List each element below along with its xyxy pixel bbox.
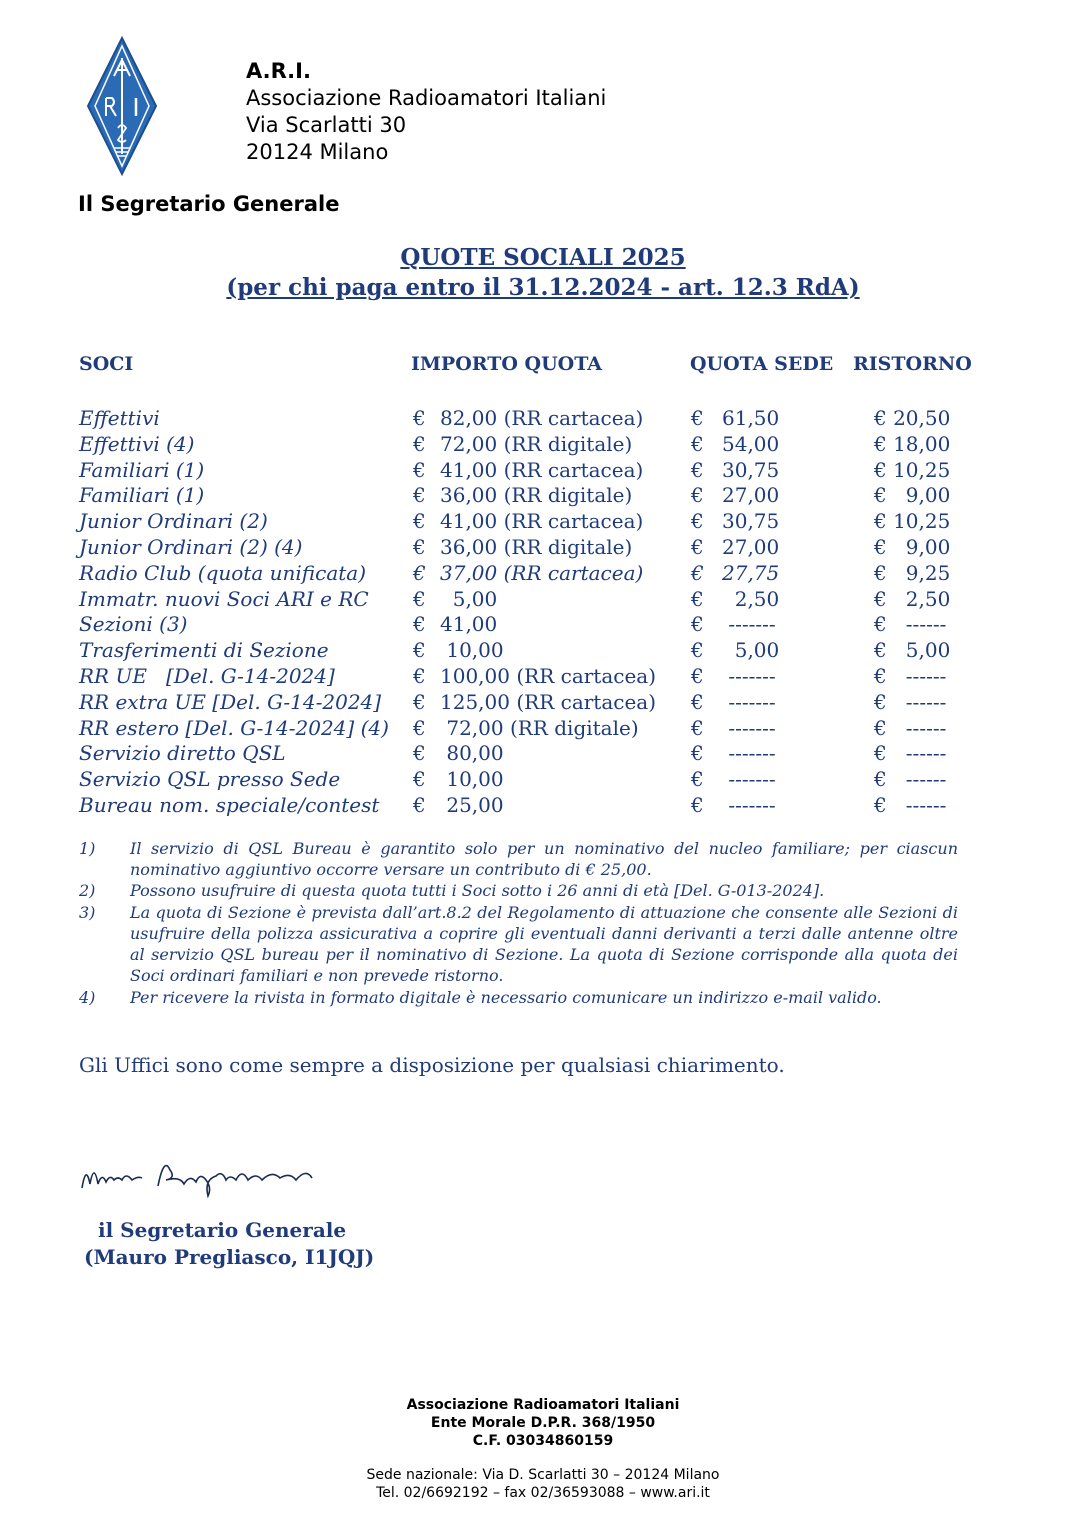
footer-org: Associazione Radioamatori Italiani xyxy=(406,1397,680,1413)
refund-amount: € 9,25 xyxy=(874,560,951,585)
fee-amount: 125,00 (RR cartacea) xyxy=(440,689,657,714)
currency-symbol: € xyxy=(413,638,426,663)
fee-amount: 72,00 (RR digitale) xyxy=(440,715,639,740)
currency-symbol: € xyxy=(413,689,426,714)
currency-symbol: € xyxy=(413,793,426,817)
col-header-soci: SOCI xyxy=(79,353,134,375)
refund-amount: € ------ xyxy=(874,793,947,817)
refund-amount: € 9,00 xyxy=(874,483,951,508)
handwritten-signature xyxy=(80,1150,320,1210)
member-type: RR UE [Del. G-14-2024] xyxy=(79,664,335,688)
currency-symbol: € xyxy=(413,715,426,740)
fee-amount: 36,00 (RR digitale) xyxy=(440,483,633,508)
fee-amount: 72,00 (RR digitale) xyxy=(440,431,633,456)
table-row xyxy=(0,716,1086,742)
refund-amount: € ------ xyxy=(874,612,947,637)
member-type: Immatr. nuovi Soci ARI e RC xyxy=(79,586,369,611)
table-row xyxy=(0,793,1086,819)
currency-symbol: € xyxy=(691,431,704,456)
currency-symbol: € xyxy=(413,612,426,637)
currency-symbol: € xyxy=(413,509,426,534)
member-type: Familiari (1) xyxy=(79,483,205,508)
currency-symbol: € xyxy=(691,715,704,740)
footnote xyxy=(0,880,1086,901)
fee-amount: 82,00 (RR cartacea) xyxy=(440,406,644,430)
hq-share: ------- xyxy=(722,741,776,766)
currency-symbol: € xyxy=(413,586,426,611)
org-address: Via Scarlatti 30 xyxy=(246,113,407,137)
member-type: Effettivi (4) xyxy=(79,431,195,456)
currency-symbol: € xyxy=(413,483,426,508)
footer-cf: C.F. 03034860159 xyxy=(472,1433,614,1449)
hq-share: 2,50 xyxy=(722,586,780,611)
hq-share: 54,00 xyxy=(722,431,780,456)
refund-amount: € 20,50 xyxy=(874,406,951,430)
table-row xyxy=(0,741,1086,767)
currency-symbol: € xyxy=(691,560,704,585)
hq-share: 5,00 xyxy=(722,638,780,663)
currency-symbol: € xyxy=(691,689,704,714)
footnote-number: 1) xyxy=(79,839,96,858)
currency-symbol: € xyxy=(691,612,704,637)
table-row xyxy=(0,458,1086,484)
currency-symbol: € xyxy=(691,793,704,817)
member-type: RR estero [Del. G-14-2024] (4) xyxy=(79,715,389,740)
refund-amount: € 5,00 xyxy=(874,638,951,663)
fee-amount: 37,00 (RR cartacea) xyxy=(440,560,644,585)
member-type: Effettivi xyxy=(79,406,160,430)
table-row xyxy=(0,406,1086,432)
currency-symbol: € xyxy=(413,406,426,430)
currency-symbol: € xyxy=(691,406,704,430)
currency-symbol: € xyxy=(691,767,704,792)
fee-amount: 41,00 (RR cartacea) xyxy=(440,509,644,534)
member-type: Radio Club (quota unificata) xyxy=(79,560,367,585)
hq-share: ------- xyxy=(722,612,776,637)
table-row xyxy=(0,587,1086,613)
refund-amount: € ------ xyxy=(874,664,947,688)
fee-amount: 5,00 xyxy=(440,586,498,611)
footnote-text: La quota di Sezione è prevista dall’art.8.2 del Regolamento di attuazione che consente alle Sezioni di usufruire della polizza assicurativa a coprire gli eventuali danni derivanti a terzi dalle antenne oltre al servizio QSL bureau per il nominativo di Sezione. La quota di Sezione corrisponde alla quota dei Soci ordinari familiari e non prevede ristorno. xyxy=(130,903,958,985)
col-header-ristorno: RISTORNO xyxy=(853,353,972,375)
currency-symbol: € xyxy=(691,535,704,559)
footnote xyxy=(0,987,1086,1008)
footer-address: Sede nazionale: Via D. Scarlatti 30 – 20124 Milano xyxy=(366,1467,720,1483)
member-type: Servizio QSL presso Sede xyxy=(79,767,341,792)
table-row xyxy=(0,638,1086,664)
table-row xyxy=(0,767,1086,793)
currency-symbol: € xyxy=(413,457,426,482)
currency-symbol: € xyxy=(413,431,426,456)
currency-symbol: € xyxy=(413,767,426,792)
signature-role: il Segretario Generale xyxy=(98,1218,347,1242)
footnote-text: Il servizio di QSL Bureau è garantito solo per un nominativo del nucleo familiare; per ciascun nominativo aggiuntivo occorre versare un contributo di € 25,00. xyxy=(130,839,958,879)
refund-amount: € ------ xyxy=(874,715,947,740)
member-type: Junior Ordinari (2) (4) xyxy=(79,535,303,559)
doc-title: QUOTE SOCIALI 2025 xyxy=(400,244,686,271)
fee-amount: 41,00 xyxy=(440,612,498,637)
footnote xyxy=(0,902,1086,986)
footnote-text: Per ricevere la rivista in formato digitale è necessario comunicare un indirizzo e-mail valido. xyxy=(130,988,882,1007)
hq-share: 30,75 xyxy=(722,457,780,482)
refund-amount: € ------ xyxy=(874,741,947,766)
table-row xyxy=(0,432,1086,458)
hq-share: ------- xyxy=(722,689,776,714)
footer-ente: Ente Morale D.P.R. 368/1950 xyxy=(430,1415,656,1431)
footnote-text: Possono usufruire di questa quota tutti i Soci sotto i 26 anni di età [Del. G-013-2024]. xyxy=(130,881,825,900)
org-short: A.R.I. xyxy=(246,59,311,83)
currency-symbol: € xyxy=(413,560,426,585)
hq-share: 30,75 xyxy=(722,509,780,534)
table-row xyxy=(0,664,1086,690)
table-row xyxy=(0,690,1086,716)
currency-symbol: € xyxy=(691,457,704,482)
refund-amount: € 10,25 xyxy=(874,457,951,482)
fee-amount: 100,00 (RR cartacea) xyxy=(440,664,657,688)
org-name: Associazione Radioamatori Italiani xyxy=(246,86,607,110)
footnote-number: 4) xyxy=(79,988,96,1007)
member-type: Junior Ordinari (2) xyxy=(79,509,268,534)
member-type: Servizio diretto QSL xyxy=(79,741,286,766)
fee-amount: 10,00 xyxy=(440,638,504,663)
hq-share: 27,00 xyxy=(722,483,780,508)
ari-logo xyxy=(86,36,158,176)
currency-symbol: € xyxy=(413,741,426,766)
member-type: Bureau nom. speciale/contest xyxy=(79,793,380,817)
currency-symbol: € xyxy=(413,664,426,688)
table-row xyxy=(0,509,1086,535)
closing-text: Gli Uffici sono come sempre a disposizione per qualsiasi chiarimento. xyxy=(79,1053,785,1077)
fee-amount: 10,00 xyxy=(440,767,504,792)
fee-amount: 36,00 (RR digitale) xyxy=(440,535,633,559)
currency-symbol: € xyxy=(691,741,704,766)
member-type: Trasferimenti di Sezione xyxy=(79,638,329,663)
footer-contacts: Tel. 02/6692192 – fax 02/36593088 – www.ari.it xyxy=(376,1485,710,1501)
refund-amount: € ------ xyxy=(874,689,947,714)
footnote-number: 3) xyxy=(79,903,96,922)
hq-share: 61,50 xyxy=(722,406,780,430)
hq-share: 27,75 xyxy=(722,560,780,585)
hq-share: 27,00 xyxy=(722,535,780,559)
refund-amount: € 18,00 xyxy=(874,431,951,456)
member-type: RR extra UE [Del. G-14-2024] xyxy=(79,689,382,714)
refund-amount: € 2,50 xyxy=(874,586,951,611)
signature-name: (Mauro Pregliasco, I1JQJ) xyxy=(84,1245,375,1269)
member-type: Familiari (1) xyxy=(79,457,205,482)
member-type: Sezioni (3) xyxy=(79,612,188,637)
col-header-sede: QUOTA SEDE xyxy=(690,353,834,375)
currency-symbol: € xyxy=(691,586,704,611)
fee-amount: 41,00 (RR cartacea) xyxy=(440,457,644,482)
hq-share: ------- xyxy=(722,715,776,740)
currency-symbol: € xyxy=(691,509,704,534)
refund-amount: € ------ xyxy=(874,767,947,792)
footnote-number: 2) xyxy=(79,881,96,900)
table-row xyxy=(0,483,1086,509)
currency-symbol: € xyxy=(691,483,704,508)
table-row xyxy=(0,535,1086,561)
currency-symbol: € xyxy=(691,664,704,688)
refund-amount: € 10,25 xyxy=(874,509,951,534)
footnote xyxy=(0,838,1086,880)
table-row xyxy=(0,561,1086,587)
doc-subtitle: (per chi paga entro il 31.12.2024 - art. 12.3 RdA) xyxy=(226,274,860,301)
currency-symbol: € xyxy=(413,535,426,559)
table-row xyxy=(0,612,1086,638)
sender-title: Il Segretario Generale xyxy=(78,192,340,216)
fee-amount: 80,00 xyxy=(440,741,504,766)
refund-amount: € 9,00 xyxy=(874,535,951,559)
org-city: 20124 Milano xyxy=(246,140,389,164)
hq-share: ------- xyxy=(722,767,776,792)
currency-symbol: € xyxy=(691,638,704,663)
col-header-importo: IMPORTO QUOTA xyxy=(411,353,603,375)
fee-amount: 25,00 xyxy=(440,793,504,817)
hq-share: ------- xyxy=(722,793,776,817)
hq-share: ------- xyxy=(722,664,776,688)
